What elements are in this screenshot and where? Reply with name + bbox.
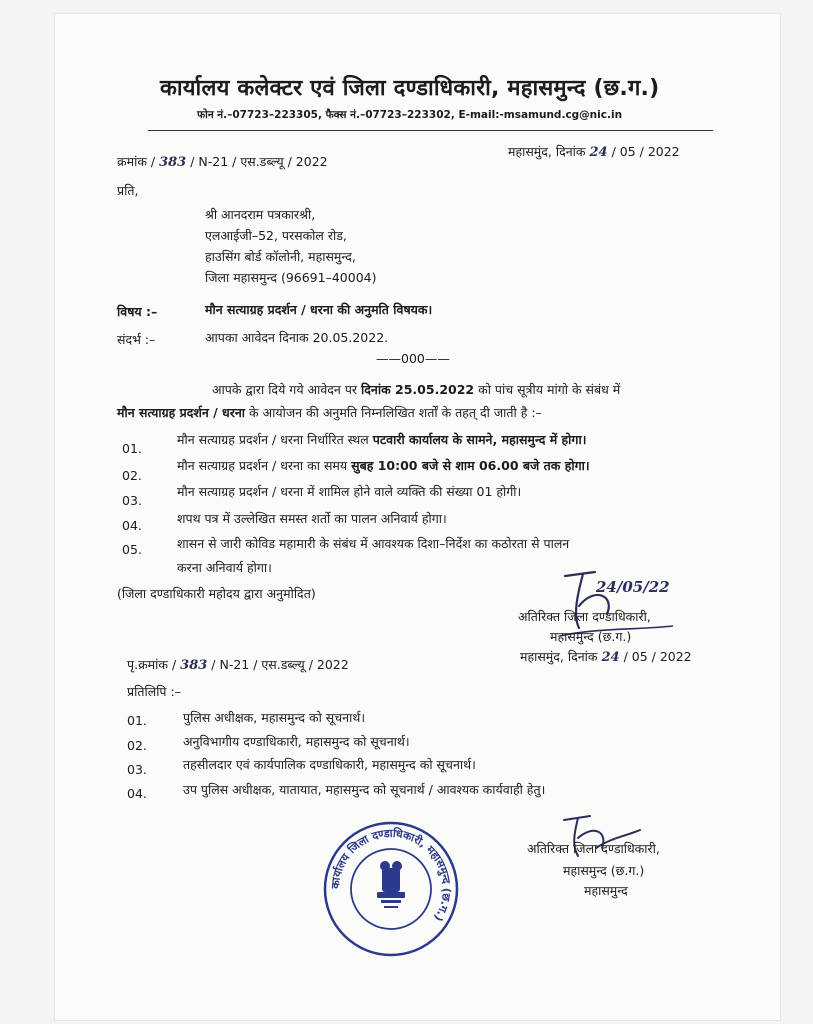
recipient-line: जिला महासमुन्द (96691–40004) bbox=[205, 270, 377, 285]
copy-recipient: अनुविभागीय दण्डाधिकारी, महासमुन्द को सूचनार्थ। bbox=[183, 734, 410, 749]
copy-number: 04. bbox=[127, 786, 147, 801]
body-paragraph-line: मौन सत्याग्रह प्रदर्शन / धरना के आयोजन की अनुमति निम्नलिखित शर्तों के तहत् दी जाती है :– bbox=[117, 405, 542, 420]
condition-text-continued: करना अनिवार्य होगा। bbox=[177, 560, 272, 575]
letter-date: महासमुंद, दिनांक 24 / 05 / 2022 bbox=[508, 144, 680, 160]
signatory-office: महासमुन्द (छ.ग.) bbox=[550, 629, 632, 644]
condition-number: 03. bbox=[122, 493, 142, 508]
signatory-title: अतिरिक्त जिला दण्डाधिकारी, bbox=[518, 609, 651, 624]
signature-scrawl bbox=[556, 808, 646, 868]
condition-text: शपथ पत्र में उल्लेखित समस्त शर्तो का पालन अनिवार्य होगा। bbox=[177, 511, 447, 526]
copy-recipient: पुलिस अधीक्षक, महासमुन्द को सूचनार्थ। bbox=[183, 710, 366, 725]
condition-number: 02. bbox=[122, 468, 142, 483]
emblem-icon bbox=[377, 861, 405, 908]
copy-number: 02. bbox=[127, 738, 147, 753]
signature-date: महासमुंद, दिनांक 24 / 05 / 2022 bbox=[520, 649, 692, 665]
condition-text: शासन से जारी कोविड महामारी के संबंध में आवश्यक दिशा–निर्देश का कठोरता से पालन bbox=[177, 536, 570, 551]
condition-text: मौन सत्याग्रह प्रदर्शन / धरना का समय सुबह 10:00 बजे से शाम 06.00 बजे तक होगा। bbox=[177, 458, 590, 473]
copy-recipient: तहसीलदार एवं कार्यपालिक दण्डाधिकारी, महासमुन्द को सूचनार्थ। bbox=[183, 757, 476, 772]
subject-text: मौन सत्याग्रह प्रदर्शन / धरना की अनुमति विषयक। bbox=[205, 302, 433, 317]
signatory-title: अतिरिक्त जिला दण्डाधिकारी, bbox=[527, 841, 660, 856]
condition-number: 01. bbox=[122, 441, 142, 456]
office-seal bbox=[322, 820, 460, 958]
subject-label: विषय :– bbox=[117, 304, 158, 319]
copy-label: प्रतिलिपि :– bbox=[127, 684, 181, 699]
approval-note: (जिला दण्डाधिकारी महोदय द्वारा अनुमोदित) bbox=[117, 586, 316, 601]
section-divider: ——000—— bbox=[376, 351, 450, 366]
copy-number: 01. bbox=[127, 713, 147, 728]
letterhead-contact: फोन नं.–07723–223305, फैक्स नं.–07723–223302, E-mail:-msamund.cg@nic.in bbox=[197, 109, 623, 121]
prati-label: प्रति, bbox=[117, 183, 139, 198]
condition-text: मौन सत्याग्रह प्रदर्शन / धरना में शामिल होने वाले व्यक्ति की संख्या 01 होगी। bbox=[177, 484, 522, 499]
recipient-line: एलआईजी–52, परसकोल रोड, bbox=[205, 228, 347, 243]
signature-date-scrawl: 24/05/22 bbox=[596, 578, 670, 596]
reference-number: क्रमांक / 383 / N-21 / एस.डब्ल्यू / 2022 bbox=[117, 154, 328, 170]
letterhead-divider bbox=[148, 130, 713, 131]
condition-text: मौन सत्याग्रह प्रदर्शन / धरना निर्धारित स्थल पटवारी कार्यालय के सामने, महासमुन्द में होगा। bbox=[177, 432, 587, 447]
signatory-office: महासमुन्द (छ.ग.) bbox=[563, 863, 645, 878]
letterhead-title: कार्यालय कलेक्टर एवं जिला दण्डाधिकारी, महासमुन्द (छ.ग.) bbox=[160, 76, 660, 101]
signatory-place: महासमुन्द bbox=[584, 883, 628, 898]
copy-recipient: उप पुलिस अधीक्षक, यातायात, महासमुन्द को सूचनार्थ / आवश्यक कार्यवाही हेतु। bbox=[183, 782, 546, 797]
copy-number: 03. bbox=[127, 762, 147, 777]
reference-label: संदर्भ :– bbox=[117, 332, 156, 347]
recipient-line: श्री आनदराम पत्रकारश्री, bbox=[205, 207, 316, 222]
body-paragraph-line: आपके द्वारा दिये गये आवेदन पर दिनांक 25.05.2022 को पांच सूत्रीय मांगो के संबंध में bbox=[212, 382, 621, 397]
recipient-line: हाउसिंग बोर्ड कॉलोनी, महासमुन्द, bbox=[205, 249, 356, 264]
condition-number: 04. bbox=[122, 518, 142, 533]
condition-number: 05. bbox=[122, 542, 142, 557]
seal-text: कार्यालय जिला दण्डाधिकारी, महासमुन्द (छ.ग.) bbox=[328, 826, 454, 924]
copy-reference-number: पृ.क्रमांक / 383 / N-21 / एस.डब्ल्यू / 2022 bbox=[127, 657, 349, 673]
reference-text: आपका आवेदन दिनाक 20.05.2022. bbox=[205, 330, 389, 345]
